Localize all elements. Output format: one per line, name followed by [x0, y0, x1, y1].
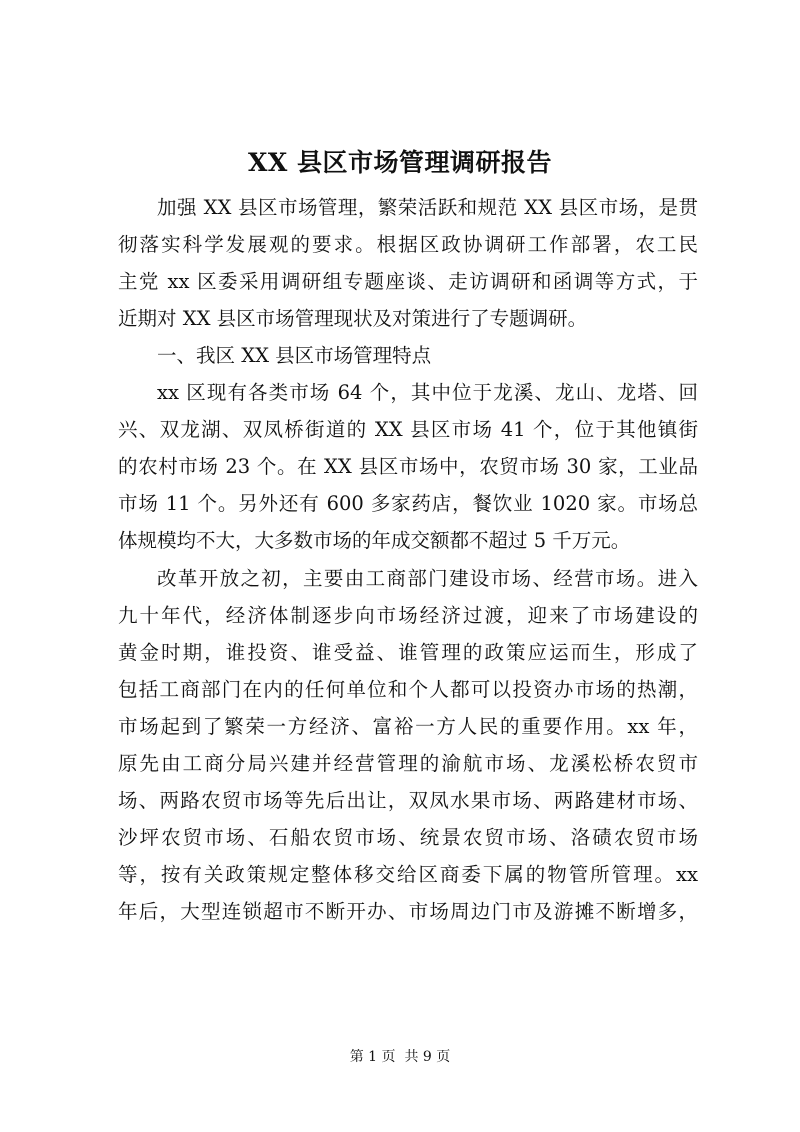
page-number: 第 1 页 共 9 页	[349, 1049, 451, 1065]
paragraph-3-line-4: 包括工商部门在内的任何单位和个人都可以投资办市场的热潮，	[118, 678, 698, 701]
paragraph-1-line-4: 近期对 XX 县区市场管理现状及对策进行了专题调研。	[118, 307, 588, 330]
document-title: XX 县区市场管理调研报告	[248, 148, 552, 177]
paragraph-2-line-1: xx 区现有各类市场 64 个，其中位于龙溪、龙山、龙塔、回	[157, 381, 698, 404]
paragraph-3-line-3: 黄金时期，谁投资、谁受益、谁管理的政策应运而生，形成了	[118, 641, 698, 664]
paragraph-1-line-1: 加强 XX 县区市场管理，繁荣活跃和规范 XX 县区市场，是贯	[157, 196, 698, 219]
paragraph-3-line-6: 原先由工商分局兴建并经营管理的渝航市场、龙溪松桥农贸市	[118, 752, 698, 775]
paragraph-2-line-2: 兴、双龙湖、双凤桥街道的 XX 县区市场 41 个，位于其他镇街	[118, 418, 698, 441]
paragraph-2-line-3: 的农村市场 23 个。在 XX 县区市场中，农贸市场 30 家，工业品	[118, 455, 698, 478]
section-heading-1: 一、我区 XX 县区市场管理特点	[157, 344, 432, 367]
paragraph-3-line-8: 沙坪农贸市场、石船农贸市场、统景农贸市场、洛碛农贸市场	[118, 826, 698, 849]
paragraph-3-line-5: 市场起到了繁荣一方经济、富裕一方人民的重要作用。xx 年，	[118, 715, 698, 738]
paragraph-3-line-1: 改革开放之初，主要由工商部门建设市场、经营市场。进入	[157, 567, 698, 590]
paragraph-3-line-7: 场、两路农贸市场等先后出让，双凤水果市场、两路建材市场、	[118, 789, 698, 812]
paragraph-2-line-5: 体规模均不大，大多数市场的年成交额都不超过 5 千万元。	[118, 529, 631, 552]
paragraph-3-line-2: 九十年代，经济体制逐步向市场经济过渡，迎来了市场建设的	[118, 604, 698, 627]
paragraph-3-line-9: 等，按有关政策规定整体移交给区商委下属的物管所管理。xx	[118, 863, 698, 886]
paragraph-3-line-10: 年后，大型连锁超市不断开办、市场周边门市及游摊不断增多，	[118, 900, 698, 923]
paragraph-1-line-3: 主党 xx 区委采用调研组专题座谈、走访调研和函调等方式，于	[118, 270, 698, 293]
paragraph-1-line-2: 彻落实科学发展观的要求。根据区政协调研工作部署，农工民	[118, 233, 698, 256]
paragraph-2-line-4: 市场 11 个。另外还有 600 多家药店，餐饮业 1020 家。市场总	[118, 492, 698, 515]
